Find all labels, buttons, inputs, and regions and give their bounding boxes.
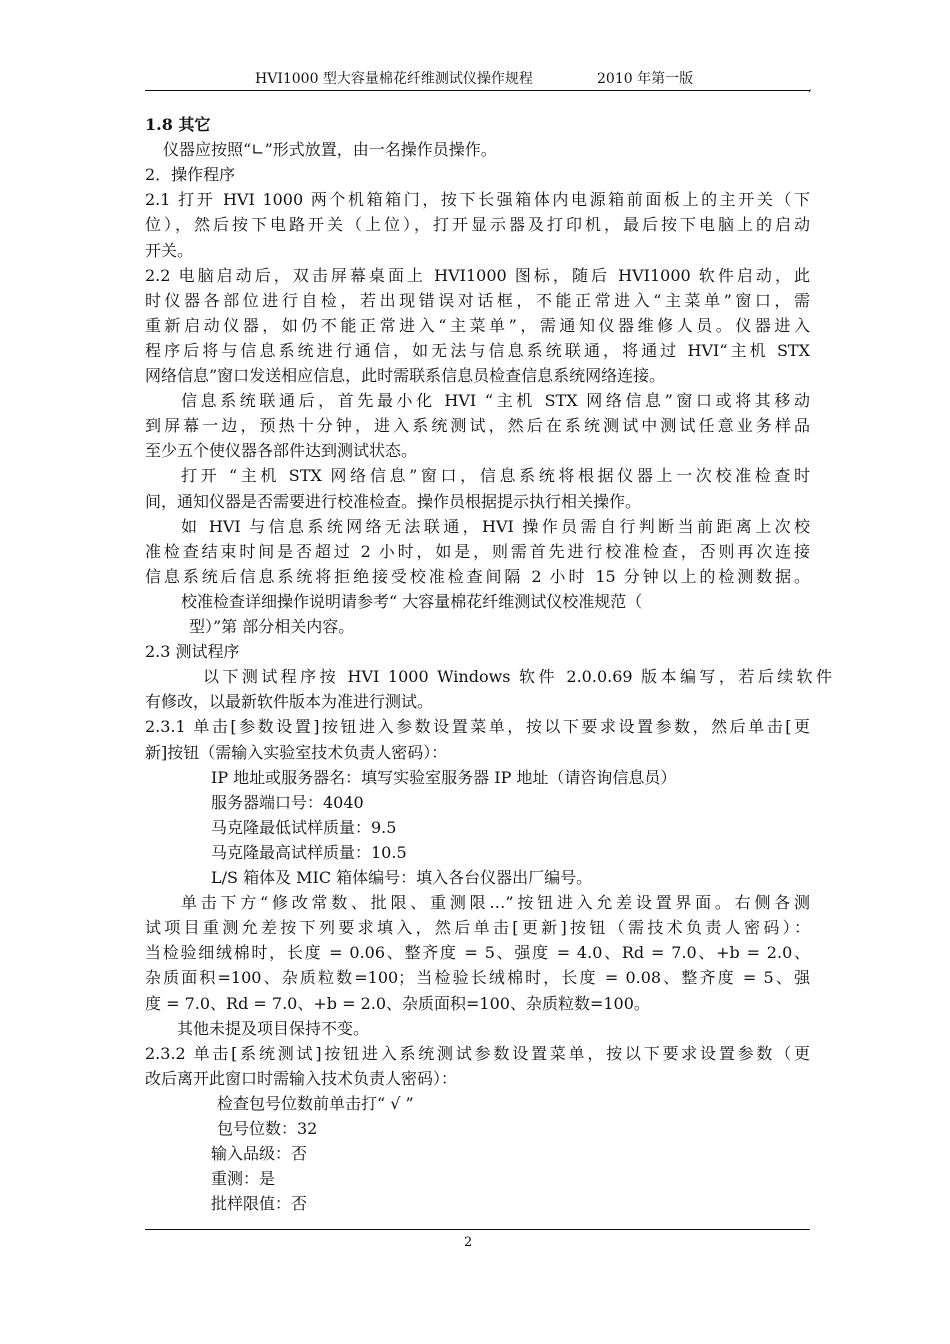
text-line: 2.1 打开 HVI 1000 两个机箱箱门，按下长强箱体内电源箱前面板上的主开关（下 [145, 190, 810, 210]
text-line: 2.3.2 单击[系统测试]按钮进入系统测试参数设置菜单，按以下要求设置参数（更 [145, 1043, 810, 1063]
footer-rule [145, 1229, 810, 1230]
text-line: 其他未提及项目保持不变。 [177, 1018, 370, 1038]
text-line: 批样限值：否 [211, 1194, 308, 1214]
text-line: IP 地址或服务器名：填写实验室服务器 IP 地址（请咨询信息员） [211, 767, 677, 787]
text-line: 型）”第 部分相关内容。 [189, 617, 355, 636]
text-line: 试项目重测允差按下列要求填入，然后单击[更新]按钮（需技术负责人密码）： [145, 918, 810, 938]
page-header [145, 68, 810, 90]
text-line: 校准检查详细操作说明请参考“ 大容量棉花纤维测试仪校准规范（ [181, 591, 643, 611]
text-line: 改后离开此窗口时需输入技术负责人密码）： [145, 1068, 458, 1088]
text-line: 新]按钮（需输入实验室技术负责人密码）： [145, 742, 448, 762]
text-line: 以下测试程序按 HVI 1000 Windows 软件 2.0.0.69 版本编写，若后续软件 [203, 667, 832, 687]
text-line: 开关。 [145, 240, 194, 260]
header-rule [145, 90, 810, 91]
text-line: L/S 箱体及 MIC 箱体编号：填入各台仪器出厂编号。 [211, 868, 593, 887]
text-line: 仪器应按照“∟”形式放置，由一名操作员操作。 [163, 140, 497, 160]
text-line: 程序后将与信息系统进行通信，如无法与信息系统联通，将通过 HVI“主机 STX [145, 340, 810, 360]
text-line: 重新启动仪器，如仍不能正常进入“主菜单”，需通知仪器维修人员。仪器进入 [145, 315, 810, 335]
header-mark: , [808, 80, 812, 94]
text-line: 马克隆最高试样质量：10.5 [211, 842, 407, 862]
text-line: 2．操作程序 [145, 165, 236, 185]
page-number: 2 [464, 1235, 473, 1250]
text-line: 输入品级：否 [211, 1144, 308, 1164]
text-line: 信息系统后信息系统将拒绝接受校准检查间隔 2 小时 15 分钟以上的检测数据。 [145, 566, 810, 586]
text-line: 2.3.1 单击[参数设置]按钮进入参数设置菜单，按以下要求设置参数，然后单击[更 [145, 717, 810, 737]
text-line: 重测：是 [211, 1169, 276, 1189]
text-line: 当检验细绒棉时，长度 = 0.06、整齐度 = 5、强度 = 4.0、Rd = 7.0、+b = 2.0、 [145, 943, 810, 963]
text-line: 单击下方“修改常数、批限、重测限…”按钮进入允差设置界面。右侧各测 [181, 893, 810, 913]
text-line: 2.2 电脑启动后，双击屏幕桌面上 HVI1000 图标，随后 HVI1000 软件启动，此 [145, 265, 810, 285]
text-line: 马克隆最低试样质量：9.5 [211, 817, 397, 837]
text-line: 2.3 测试程序 [145, 642, 240, 662]
text-line: 打开 “主机 STX 网络信息”窗口，信息系统将根据仪器上一次校准检查时 [181, 466, 810, 486]
text-line: 包号位数：32 [217, 1119, 318, 1138]
text-line: 间，通知仪器是否需要进行校准检查。操作员根据提示执行相关操作。 [145, 491, 642, 511]
header-edition: 2010 年第一版 [597, 71, 694, 87]
text-line: 准检查结束时间是否超过 2 小时，如是，则需首先进行校准检查，否则再次连接 [145, 541, 810, 561]
text-line: 网络信息”窗口发送相应信息，此时需联系信息员检查信息系统网络连接。 [145, 366, 666, 385]
header-title: HVI1000 型大容量棉花纤维测试仪操作规程 [255, 71, 533, 87]
text-line: 有修改，以最新软件版本为准进行测试。 [145, 692, 434, 712]
text-line: 至少五个使仪器各部件达到测试状态。 [145, 441, 418, 461]
text-line: 服务器端口号：4040 [211, 792, 364, 812]
text-line: 度 = 7.0、Rd = 7.0、+b = 2.0、杂质面积=100、杂质粒数=100。 [145, 993, 650, 1013]
text-line: 检查包号位数前单击打“ √ ” [217, 1093, 414, 1113]
text-line: 时仪器各部位进行自检，若出现错误对话框，不能正常进入“主菜单”窗口，需 [145, 290, 810, 310]
text-line: 杂质面积=100、杂质粒数=100；当检验长绒棉时，长度 = 0.08、整齐度 = 5、强 [145, 968, 810, 988]
text-line: 到屏幕一边，预热十分钟，进入系统测试，然后在系统测试中测试任意业务样品 [145, 416, 810, 436]
text-line: 1.8 其它 [145, 115, 211, 134]
text-line: 位），然后按下电路开关（上位），打开显示器及打印机，最后按下电脑上的启动 [145, 215, 810, 235]
text-line: 信息系统联通后，首先最小化 HVI “主机 STX 网络信息”窗口或将其移动 [181, 391, 810, 411]
text-line: 如 HVI 与信息系统网络无法联通，HVI 操作员需自行判断当前距离上次校 [181, 516, 810, 536]
